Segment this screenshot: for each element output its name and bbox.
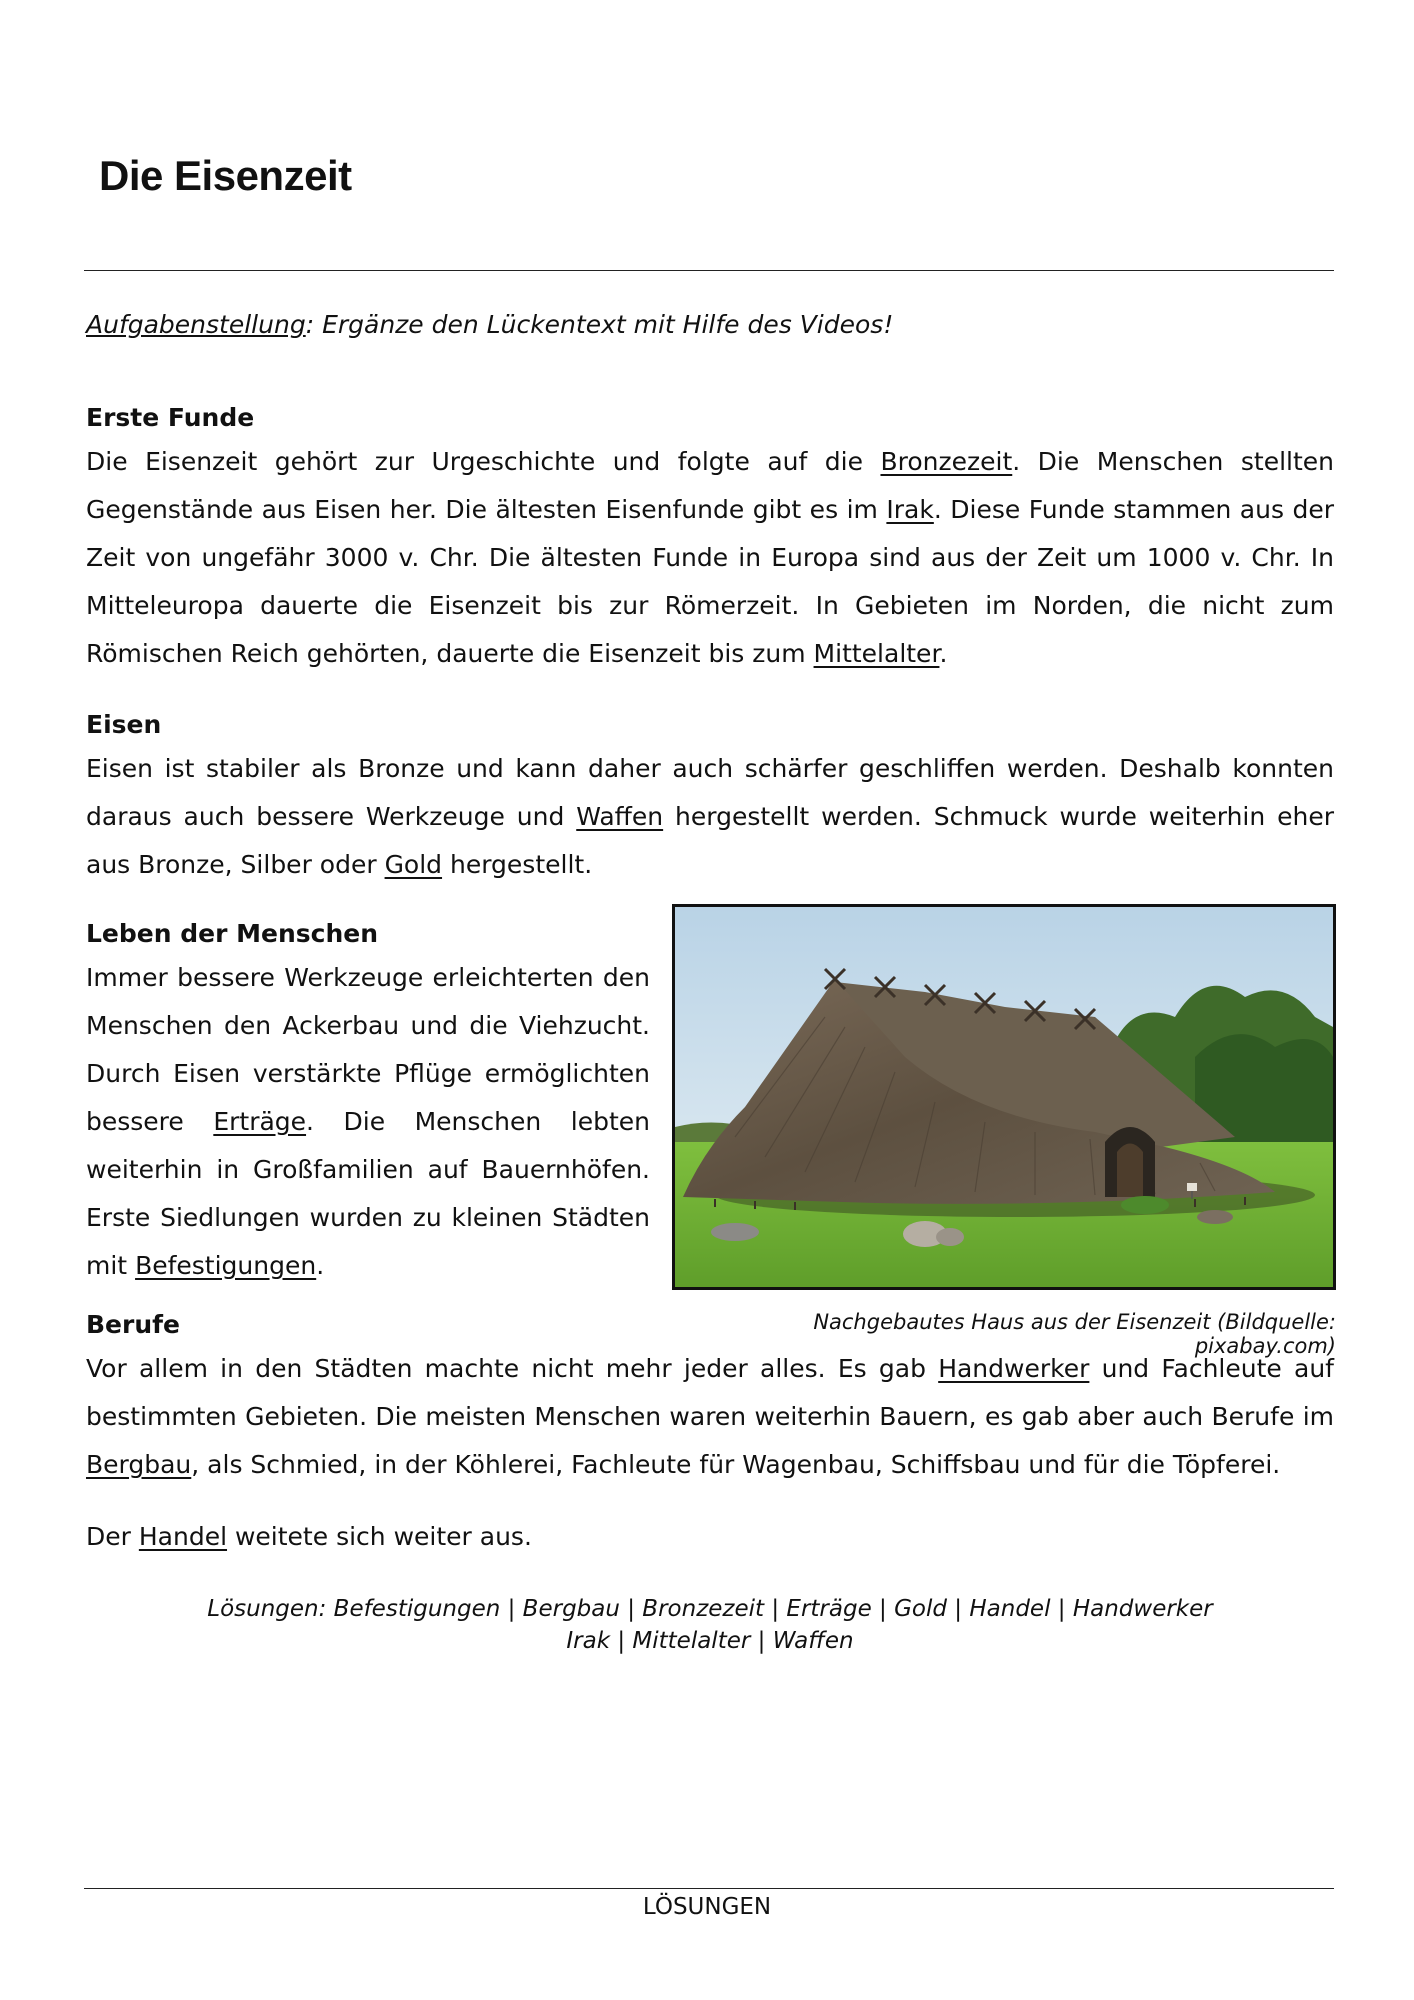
title-divider: [84, 270, 1334, 271]
answer-bronzezeit: Bronzezeit: [880, 447, 1013, 476]
photo-caption: Nachgebautes Haus aus der Eisenzeit (Bildquelle: pixabay.com): [813, 1310, 1336, 1358]
text-segment: hergestellt.: [442, 850, 593, 879]
house-illustration: [675, 907, 1333, 1287]
text-segment: Eisen ist stabiler als Bronze und kann daher auch schärfer geschliffen werden. Deshalb konnten daraus auch bessere Werkzeuge und: [86, 754, 1334, 831]
answer-bergbau: Bergbau: [86, 1450, 192, 1479]
solutions-list: [86, 1593, 1334, 1657]
text-segment: weitete sich weiter aus.: [227, 1522, 532, 1551]
footer-divider: [84, 1888, 1334, 1889]
heading-berufe: Berufe: [86, 1310, 180, 1339]
iron-age-house-photo: [672, 904, 1336, 1290]
task-text: : Ergänze den Lückentext mit Hilfe des Videos!: [305, 310, 894, 339]
paragraph-berufe: [86, 1345, 1334, 1489]
text-segment: . Diese Funde stammen aus der Zeit von ungefähr 3000 v. Chr. Die ältesten Funde in Europa sind aus der Zeit um 1000 v. Chr. In Mitteleuropa dauerte die Eisenzeit bis zur Römerzeit. In Gebieten im Norden, die nicht zum Römischen Reich gehörten, dauerte die Eisenzeit bis zum: [86, 495, 1334, 668]
answer-irak: Irak: [886, 495, 934, 524]
text-segment: Vor allem in den Städten machte nicht mehr jeder alles. Es gab: [86, 1354, 939, 1383]
answer-mittelalter: Mittelalter: [813, 639, 940, 668]
task-instruction: [86, 310, 893, 339]
text-segment: Der: [86, 1522, 139, 1551]
answer-ertraege: Erträge: [213, 1107, 307, 1136]
text-segment: .: [316, 1251, 325, 1280]
answer-befestigungen: Befestigungen: [135, 1251, 317, 1280]
heading-eisen: Eisen: [86, 710, 162, 739]
paragraph-eisen: [86, 745, 1334, 889]
text-segment: .: [939, 639, 948, 668]
text-segment: Immer bessere Werkzeuge erleichterten den Menschen den Ackerbau und die Viehzucht. Durch Eisen verstärkte Pflüge ermöglichten bessere: [86, 963, 650, 1136]
text-segment: Die Eisenzeit gehört zur Urgeschichte und folgte auf die: [86, 447, 881, 476]
text-segment: . Die Menschen lebten weiterhin in Großfamilien auf Bauernhöfen. Erste Siedlungen wurden zu kleinen Städten mit: [86, 1107, 650, 1280]
answer-handwerker: Handwerker: [938, 1354, 1090, 1383]
answer-gold: Gold: [384, 850, 443, 879]
answer-handel: Handel: [138, 1522, 228, 1551]
text-segment: . Die Menschen stellten Gegenstände aus Eisen her. Die ältesten Eisenfunde gibt es im: [86, 447, 1334, 524]
paragraph-erste-funde: [86, 438, 1334, 678]
text-segment: und Fachleute auf bestimmten Gebieten. Die meisten Menschen waren weiterhin Bauern, es gab aber auch Berufe im: [86, 1354, 1334, 1431]
heading-erste-funde: Erste Funde: [86, 403, 255, 432]
text-segment: hergestellt werden. Schmuck wurde weiterhin eher aus Bronze, Silber oder: [86, 802, 1334, 879]
answer-waffen: Waffen: [576, 802, 664, 831]
paragraph-leben: [86, 954, 650, 1290]
footer-label: LÖSUNGEN: [642, 1894, 772, 1920]
solutions-line-2: Irak | Mittelalter | Waffen: [566, 1628, 854, 1654]
page-title: Die Eisenzeit: [99, 152, 352, 199]
paragraph-handel: [86, 1513, 1334, 1561]
solutions-line-1: Lösungen: Befestigungen | Bergbau | Bronzezeit | Erträge | Gold | Handel | Handwerker: [207, 1596, 1213, 1622]
task-label: Aufgabenstellung: [86, 310, 306, 339]
text-segment: , als Schmied, in der Köhlerei, Fachleute für Wagenbau, Schiffsbau und für die Töpferei.: [191, 1450, 1281, 1479]
heading-leben-der-menschen: Leben der Menschen: [86, 919, 379, 948]
